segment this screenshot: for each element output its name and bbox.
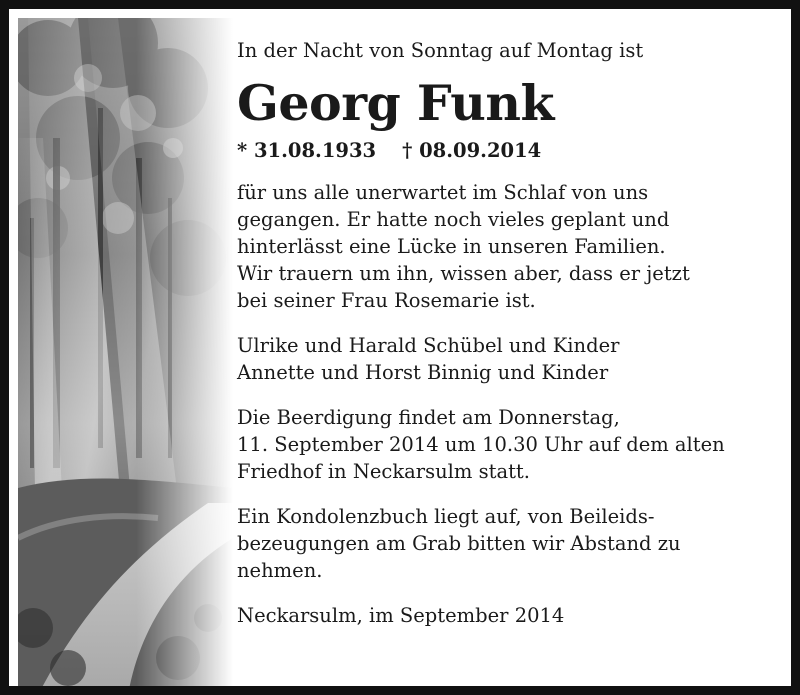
mourner-line: Annette und Horst Binnig und Kinder [237,361,609,384]
condolence-line: nehmen. [237,559,323,582]
intro-line: In der Nacht von Sonntag auf Montag ist [237,39,644,62]
death-date: † 08.09.2014 [402,139,542,162]
condolence-line: bezeugungen am Grab bitten wir Abstand zu [237,532,681,555]
message-line: Wir trauern um ihn, wissen aber, dass er jetzt [237,262,690,285]
funeral-line: Friedhof in Neckarsulm statt. [237,460,530,483]
place-date: Neckarsulm, im September 2014 [237,604,565,627]
message-line: für uns alle unerwartet im Schlaf von uns [237,181,649,204]
obituary-text [237,37,797,629]
mourners-list [237,332,797,386]
life-dates [237,137,797,165]
forest-path-image [18,18,233,695]
message-line: bei seiner Frau Rosemarie ist. [237,289,536,312]
funeral-paragraph [237,404,797,485]
funeral-line: 11. September 2014 um 10.30 Uhr auf dem alten [237,433,725,456]
message-line: gegangen. Er hatte noch vieles geplant und [237,208,670,231]
deceased-name: Georg Funk [237,74,554,132]
funeral-line: Die Beerdigung findet am Donnerstag, [237,406,620,429]
message-paragraph [237,179,797,314]
mourner-line: Ulrike und Harald Schübel und Kinder [237,334,620,357]
birth-date: * 31.08.1933 [237,139,377,162]
condolence-paragraph [237,503,797,584]
message-line: hinterlässt eine Lücke in unseren Familien. [237,235,666,258]
forest-path-photo [18,18,233,695]
place-date-paragraph [237,602,797,629]
condolence-line: Ein Kondolenzbuch liegt auf, von Beileids- [237,505,655,528]
